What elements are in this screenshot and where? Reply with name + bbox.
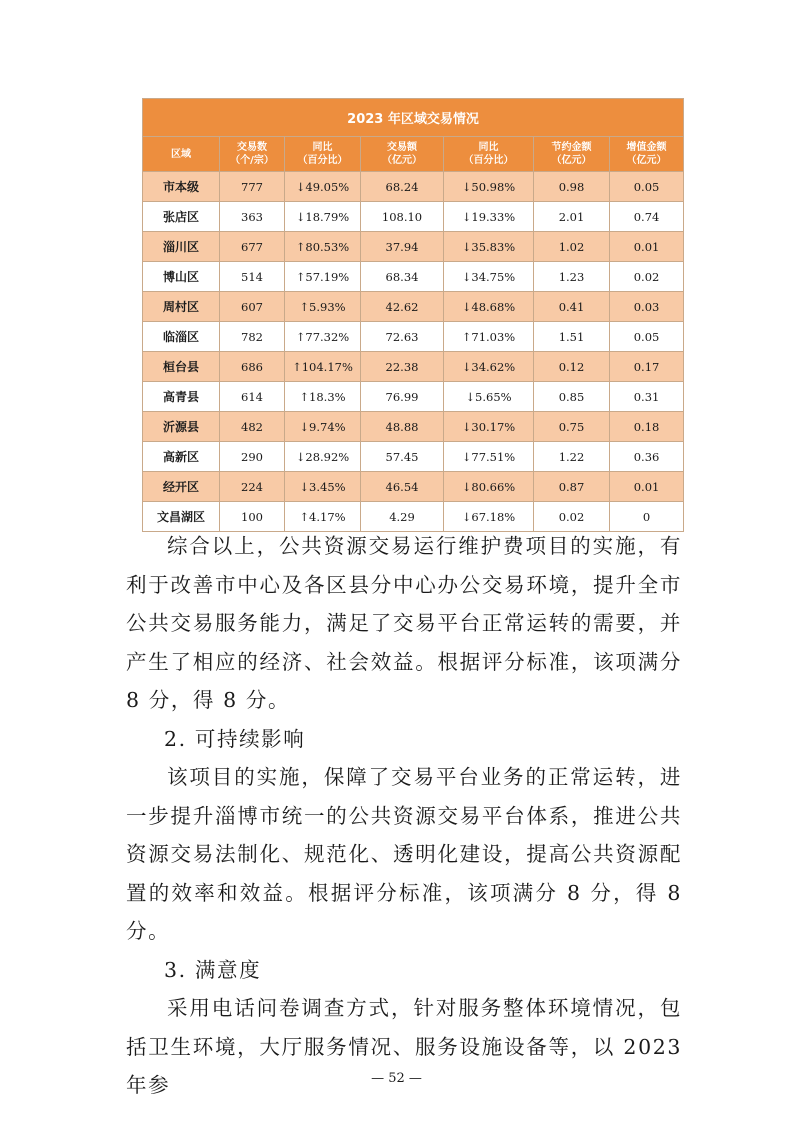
column-header <box>610 137 684 172</box>
table-cell: ↑80.53% <box>285 232 361 262</box>
column-header-title: 交易额 <box>387 142 417 153</box>
table-cell: 686 <box>220 352 285 382</box>
table-row <box>143 322 684 352</box>
table-row <box>143 202 684 232</box>
table-cell: 0.18 <box>610 412 684 442</box>
page-number: — 52 — <box>371 1071 422 1086</box>
column-header <box>143 137 220 172</box>
table-cell: ↓5.65% <box>444 382 534 412</box>
table-cell: 1.51 <box>534 322 610 352</box>
column-header-title: 增值金额 <box>626 142 667 153</box>
table-cell: ↓28.92% <box>285 442 361 472</box>
body-section <box>126 527 682 1105</box>
table-cell: 0.01 <box>610 232 684 262</box>
table-cell: 22.38 <box>361 352 444 382</box>
table-cell: 607 <box>220 292 285 322</box>
table-row <box>143 442 684 472</box>
table-cell: 68.24 <box>361 172 444 202</box>
table-cell: 4.29 <box>361 502 444 532</box>
region-name-cell: 博山区 <box>143 262 220 292</box>
table-cell: ↓3.45% <box>285 472 361 502</box>
region-name-cell: 经开区 <box>143 472 220 502</box>
region-name-cell: 市本级 <box>143 172 220 202</box>
table-cell: 0.17 <box>610 352 684 382</box>
table-cell: 0.98 <box>534 172 610 202</box>
table-cell: ↑77.32% <box>285 322 361 352</box>
table-cell: ↓35.83% <box>444 232 534 262</box>
table-cell: 76.99 <box>361 382 444 412</box>
table-cell: 0.05 <box>610 322 684 352</box>
table-row <box>143 172 684 202</box>
region-name-cell: 文昌湖区 <box>143 502 220 532</box>
table-cell: 614 <box>220 382 285 412</box>
table-cell: 72.63 <box>361 322 444 352</box>
section-heading-satisfaction: 3. 满意度 <box>164 957 262 982</box>
table-cell: 0.02 <box>610 262 684 292</box>
table-cell: 224 <box>220 472 285 502</box>
table-cell: 48.88 <box>361 412 444 442</box>
table-row <box>143 352 684 382</box>
table-cell: 1.22 <box>534 442 610 472</box>
region-name-cell: 高新区 <box>143 442 220 472</box>
table-row <box>143 232 684 262</box>
table-cell: ↑71.03% <box>444 322 534 352</box>
column-header-unit: （亿元） <box>626 155 667 166</box>
table-cell: ↑4.17% <box>285 502 361 532</box>
table-cell: 363 <box>220 202 285 232</box>
table-cell: ↓80.66% <box>444 472 534 502</box>
table-cell: 290 <box>220 442 285 472</box>
region-name-cell: 桓台县 <box>143 352 220 382</box>
table-cell: 0.85 <box>534 382 610 412</box>
table-cell: ↑57.19% <box>285 262 361 292</box>
table-cell: ↓48.68% <box>444 292 534 322</box>
table-cell: 0 <box>610 502 684 532</box>
table-cell: 46.54 <box>361 472 444 502</box>
table-row <box>143 292 684 322</box>
column-header-title: 区域 <box>171 148 191 160</box>
region-name-cell: 淄川区 <box>143 232 220 262</box>
table-cell: ↑104.17% <box>285 352 361 382</box>
table-cell: ↓9.74% <box>285 412 361 442</box>
table-cell: 57.45 <box>361 442 444 472</box>
column-header-title: 交易数 <box>237 142 267 153</box>
region-name-cell: 周村区 <box>143 292 220 322</box>
table-cell: 100 <box>220 502 285 532</box>
table-row <box>143 382 684 412</box>
table-cell: 677 <box>220 232 285 262</box>
column-header <box>285 137 361 172</box>
column-header <box>444 137 534 172</box>
table-cell: 68.34 <box>361 262 444 292</box>
table-body <box>143 172 684 532</box>
column-header <box>220 137 285 172</box>
table-cell: ↓34.62% <box>444 352 534 382</box>
column-header <box>534 137 610 172</box>
region-name-cell: 临淄区 <box>143 322 220 352</box>
table-cell: 0.05 <box>610 172 684 202</box>
table-cell: ↑18.3% <box>285 382 361 412</box>
table-cell: ↓49.05% <box>285 172 361 202</box>
table-cell: 1.02 <box>534 232 610 262</box>
region-trade-table-container <box>142 98 683 532</box>
column-header-unit: （亿元） <box>382 155 422 166</box>
table-row <box>143 472 684 502</box>
table-cell: ↓30.17% <box>444 412 534 442</box>
table-header-row <box>143 137 684 172</box>
region-name-cell: 张店区 <box>143 202 220 232</box>
region-name-cell: 高青县 <box>143 382 220 412</box>
region-name-cell: 沂源县 <box>143 412 220 442</box>
column-header-title: 同比 <box>478 142 499 153</box>
table-cell: 0.12 <box>534 352 610 382</box>
table-cell: 0.75 <box>534 412 610 442</box>
table-cell: ↓19.33% <box>444 202 534 232</box>
table-cell: 777 <box>220 172 285 202</box>
summary-paragraph: 综合以上，公共资源交易运行维护费项目的实施，有利于改善市中心及各区县分中心办公交易环境，提升全市公共交易服务能力，满足了交易平台正常运转的需要，并产生了相应的经济、社会效益。根据评分标准，该项满分 8 分，得 8 分。 <box>126 534 682 712</box>
column-header-unit: （百分比） <box>297 155 348 166</box>
table-cell: ↓18.79% <box>285 202 361 232</box>
column-header-unit: （亿元） <box>551 155 592 166</box>
table-row <box>143 262 684 292</box>
table-cell: 0.01 <box>610 472 684 502</box>
column-header <box>361 137 444 172</box>
region-trade-table <box>142 98 684 532</box>
table-cell: 782 <box>220 322 285 352</box>
table-cell: 1.23 <box>534 262 610 292</box>
table-cell: 482 <box>220 412 285 442</box>
column-header-title: 同比 <box>312 142 333 153</box>
table-cell: 514 <box>220 262 285 292</box>
table-row <box>143 412 684 442</box>
table-title: 2023 年区域交易情况 <box>143 99 684 137</box>
table-cell: 2.01 <box>534 202 610 232</box>
table-cell: 0.36 <box>610 442 684 472</box>
sustainability-paragraph: 该项目的实施，保障了交易平台业务的正常运转，进一步提升淄博市统一的公共资源交易平台体系，推进公共资源交易法制化、规范化、透明化建设，提高公共资源配置的效率和效益。根据评分标准，该项满分 8 分，得 8 分。 <box>126 765 682 943</box>
table-cell: 0.31 <box>610 382 684 412</box>
table-cell: ↓50.98% <box>444 172 534 202</box>
table-cell: 42.62 <box>361 292 444 322</box>
table-cell: 0.41 <box>534 292 610 322</box>
column-header-unit: （个/宗） <box>230 155 274 166</box>
section-heading-sustainability: 2. 可持续影响 <box>164 726 306 751</box>
table-cell: 0.03 <box>610 292 684 322</box>
table-cell: 108.10 <box>361 202 444 232</box>
table-cell: ↓67.18% <box>444 502 534 532</box>
table-cell: 37.94 <box>361 232 444 262</box>
table-cell: 0.87 <box>534 472 610 502</box>
table-cell: ↑5.93% <box>285 292 361 322</box>
table-cell: ↓77.51% <box>444 442 534 472</box>
table-cell: 0.74 <box>610 202 684 232</box>
column-header-title: 节约金额 <box>551 142 592 153</box>
satisfaction-paragraph: 采用电话问卷调查方式，针对服务整体环境情况，包括卫生环境，大厅服务情况、服务设施设备等，以 2023 年参 <box>126 996 682 1097</box>
table-cell: 0.02 <box>534 502 610 532</box>
column-header-unit: （百分比） <box>463 155 514 166</box>
table-cell: ↓34.75% <box>444 262 534 292</box>
